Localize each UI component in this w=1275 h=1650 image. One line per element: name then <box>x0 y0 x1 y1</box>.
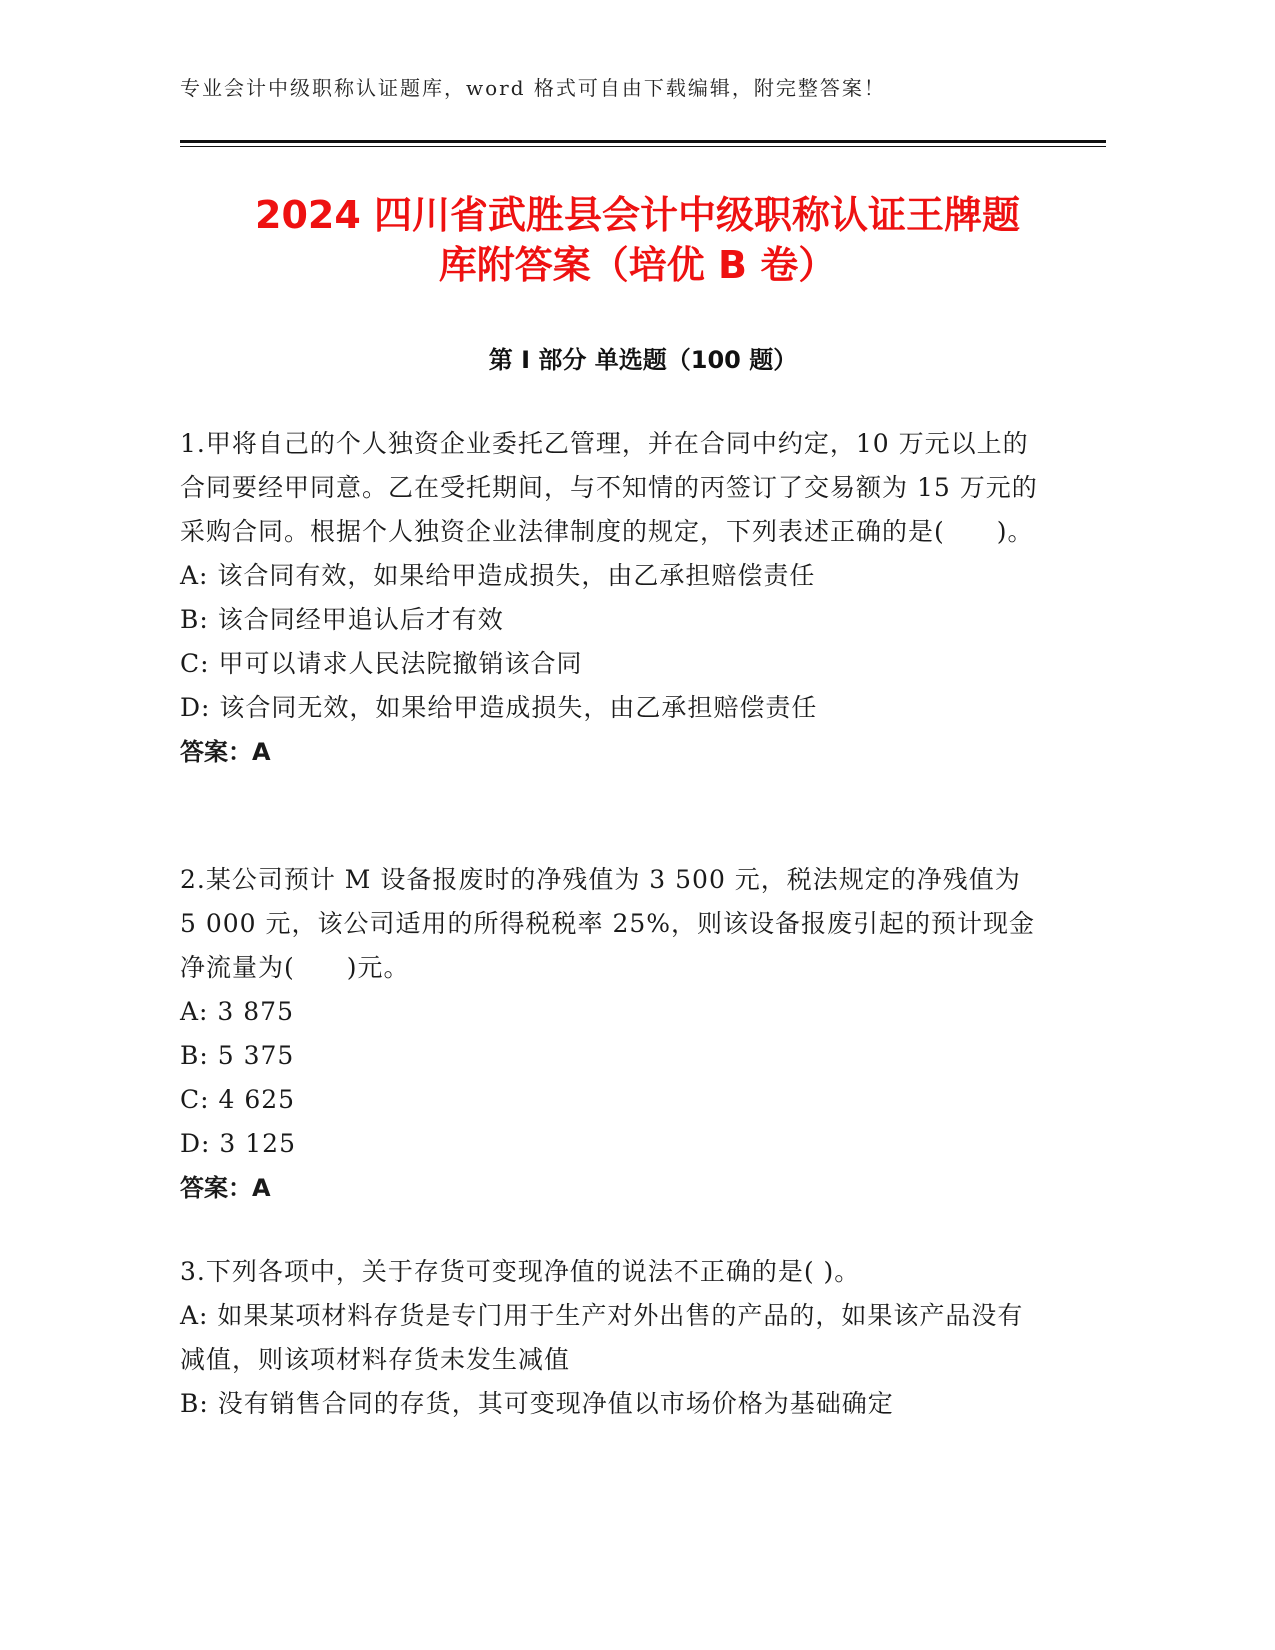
answer: 答案：A <box>180 1174 271 1202</box>
document-title-line1: 2024 四川省武胜县会计中级职称认证王牌题 <box>255 193 1020 237</box>
option-d: D: 3 125 <box>180 1129 296 1158</box>
question-1 <box>180 422 1040 774</box>
option-a: A: 如果某项材料存货是专门用于生产对外出售的产品的，如果该产品没有减值，则该项材料存货未发生减值 <box>180 1301 1024 1374</box>
option-b: B: 没有销售合同的存货，其可变现净值以市场价格为基础确定 <box>180 1389 894 1418</box>
option-b: B: 5 375 <box>180 1041 295 1070</box>
option-d: D: 该合同无效，如果给甲造成损失，由乙承担赔偿责任 <box>180 693 818 722</box>
option-a: A: 该合同有效，如果给甲造成损失，由乙承担赔偿责任 <box>180 561 816 590</box>
answer: 答案：A <box>180 738 271 766</box>
header-rule-thin <box>180 146 1106 147</box>
question-stem: 2.某公司预计 M 设备报废时的净残值为 3 500 元，税法规定的净残值为 5 000 元，该公司适用的所得税税率 25%，则该设备报废引起的预计现金净流量为( )元。 <box>180 865 1036 982</box>
option-c: C: 4 625 <box>180 1085 296 1114</box>
question-stem: 3.下列各项中，关于存货可变现净值的说法不正确的是( )。 <box>180 1257 861 1286</box>
document-title-line2: 库附答案（培优 B 卷） <box>438 243 837 287</box>
header-rule-thick <box>180 140 1106 143</box>
option-b: B: 该合同经甲追认后才有效 <box>180 605 504 634</box>
document-title <box>150 190 1125 290</box>
option-c: C: 甲可以请求人民法院撤销该合同 <box>180 649 583 678</box>
section-title: 第 I 部分 单选题（100 题） <box>488 346 798 374</box>
header-note: 专业会计中级职称认证题库，word 格式可自由下载编辑，附完整答案！ <box>180 76 886 100</box>
question-3 <box>180 1250 1040 1426</box>
question-stem: 1.甲将自己的个人独资企业委托乙管理，并在合同中约定，10 万元以上的合同要经甲同意。乙在受托期间，与不知情的丙签订了交易额为 15 万元的采购合同。根据个人独资企业法律制度的规定，下列表述正确的是( )。 <box>180 429 1038 546</box>
question-2 <box>180 858 1040 1210</box>
option-a: A: 3 875 <box>180 997 294 1026</box>
